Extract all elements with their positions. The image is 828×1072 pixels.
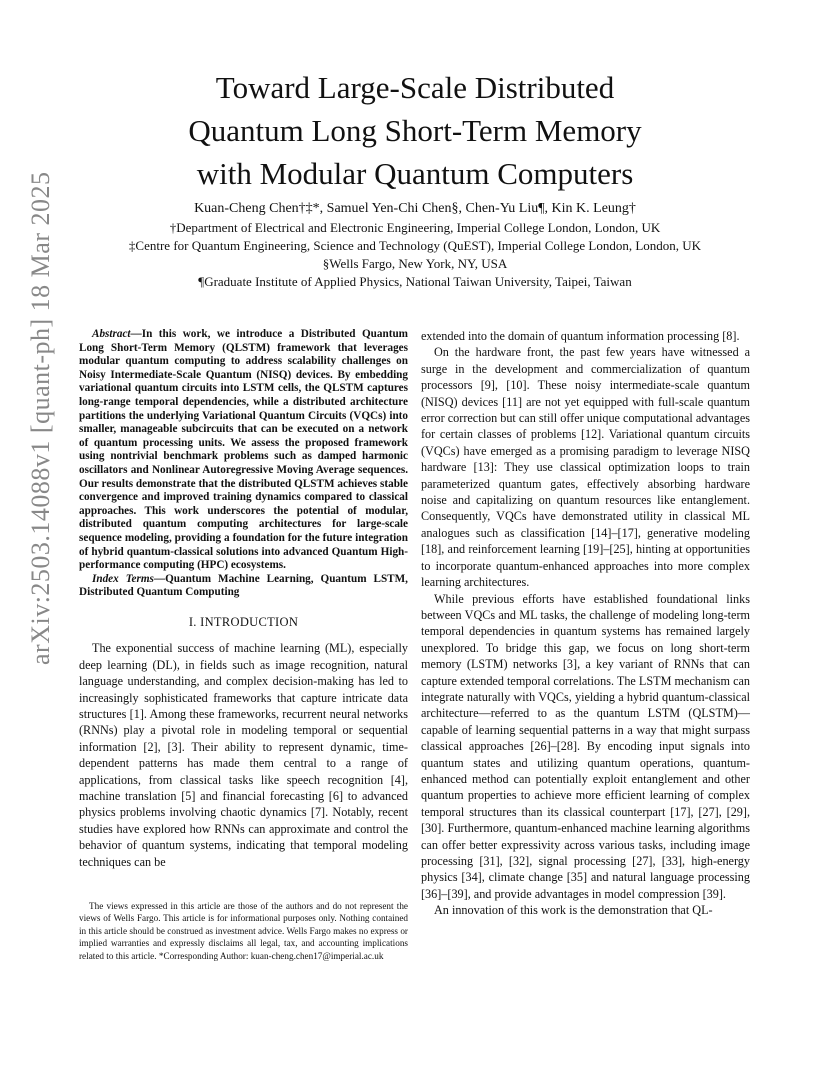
abstract: [79, 328, 408, 573]
title-line: Quantum Long Short-Term Memory: [188, 113, 642, 148]
index-terms-text: —Quantum Machine Learning, Quantum LSTM, Distributed Quantum Computing: [79, 572, 408, 599]
author-names: Kuan-Cheng Chen†‡*, Samuel Yen-Chi Chen§, Chen-Yu Liu¶, Kin K. Leung†: [194, 201, 636, 216]
left-column: [79, 328, 408, 870]
index-terms-lead: Index Terms: [92, 572, 154, 585]
title-line: with Modular Quantum Computers: [196, 156, 634, 191]
body-paragraph: The exponential success of machine learning (ML), especially deep learning (DL), in fields such as image recognition, natural language understanding, and complex decision-making has led to increasingly sophisticated frameworks that capture intricate data structures [1]. Among these frameworks, recurrent neural networks (RNNs) play a pivotal role in modeling temporal or sequential information [2], [3]. Their ability to represent dynamic, time-dependent patterns has made them central to a range of applications, from classical tasks like speech recognition [4], machine translation [5] and financial forecasting [6] to advanced physics problems involving chaotic dynamics [7]. Notably, recent studies have explored how RNNs can approximate and control the behavior of quantum systems, indicating that temporal modeling techniques can be: [79, 641, 408, 869]
footnote-text: The views expressed in this article are those of the authors and do not represent the views of Wells Fargo. This article is for informational purposes only. Nothing contained in this article should be construed as investment advice. Wells Fargo makes no express or implied warranties and expressly disclaims all legal, tax, and accounting implications related to this article. *Corresponding Author: kuan-cheng.chen17@imperial.ac.uk: [79, 901, 408, 961]
abstract-text: —In this work, we introduce a Distributed Quantum Long Short-Term Memory (QLSTM) framework that leverages modular quantum computing to address scalability challenges on Noisy Intermediate-Scale Quantum (NISQ) devices. By embedding variational quantum circuits into LSTM cells, the QLSTM captures long-range temporal dependencies, while a distributed architecture partitions the underlying Variational Quantum Circuits (VQCs) into smaller, manageable subcircuits that can be executed on a network of quantum processing units. We assess the proposed framework using nontrivial benchmark problems such as damped harmonic oscillators and Nonlinear Autoregressive Moving Average sequences. Our results demonstrate that the distributed QLSTM achieves stable convergence and improved training dynamics compared to classical approaches. This work underscores the potential of modular, distributed quantum computing architectures for large-scale sequence modeling, providing a foundation for the future integration of hybrid quantum-classical solutions into advanced Quantum High-performance computing (HPC) ecosystems.: [79, 328, 408, 572]
body-paragraph: An innovation of this work is the demonstration that QL-: [434, 903, 713, 918]
right-column: [421, 328, 750, 919]
affiliation: §Wells Fargo, New York, NY, USA: [322, 256, 508, 271]
affiliation: ‡Centre for Quantum Engineering, Science and Technology (QuEST), Imperial College London, London, UK: [128, 238, 702, 253]
abstract-lead: Abstract: [92, 328, 131, 340]
paper-title: [95, 66, 735, 195]
footnote: [79, 900, 408, 962]
affiliation: ¶Graduate Institute of Applied Physics, National Taiwan University, Taipei, Taiwan: [198, 274, 632, 289]
body-paragraph-continued: extended into the domain of quantum information processing [8].: [421, 329, 740, 343]
title-line: Toward Large-Scale Distributed: [215, 70, 615, 105]
body-paragraph: On the hardware front, the past few years have witnessed a surge in the development and commercialization of quantum processors [9], [10]. These noisy intermediate-scale quantum (NISQ) devices [11] are not yet equipped with full-scale quantum error correction but can still offer unique computational advantages for certain classes of problems [12]. Variational quantum circuits (VQCs) have emerged as a promising paradigm to leverage NISQ hardware [13]: They use classical optimization loops to train parameterized quantum gates, effectively absorbing hardware noise and capitalizing on quantum resources like entanglement. Consequently, VQCs have demonstrated utility in classical ML analogues such as classification [14]–[17], generative modeling [18], and reinforcement learning [19]–[25], hinting at opportunities to incorporate quantum-enhanced approaches into more complex learning architectures.: [421, 345, 750, 590]
arxiv-identifier: arXiv:2503.14088v1 [quant-ph] 18 Mar 2025: [26, 171, 55, 665]
section-heading: I. INTRODUCTION: [188, 614, 299, 629]
index-terms: [79, 573, 408, 600]
body-paragraph: While previous efforts have established foundational links between VQCs and ML tasks, the challenge of modeling long-term temporal dependencies in quantum systems has remained largely unexplored. To bridge this gap, we focus on long short-term memory (LSTM) networks [3], a key variant of RNNs that can capture extended temporal correlations. The LSTM mechanism can integrate naturally with VQCs, yielding a hybrid quantum-classical architecture—referred to as the quantum LSTM (QLSTM)—capable of learning sequential patterns in a way that might surpass classical approaches [26]–[28]. By encoding input signals into quantum states and utilizing quantum operations, quantum-enhanced method can potentially exploit entanglement and other quantum properties to achieve more efficient learning of complex temporal structures than its classical counterpart [17], [27], [29], [30]. Furthermore, quantum-enhanced machine learning algorithms can offer better expressivity across various tasks, including image processing [31], [32], signal processing [27], [33], high-energy physics [34], climate change [35] and natural language processing [36]–[39], and provide advantages in model compression [39].: [421, 591, 750, 901]
author-block: [95, 200, 735, 291]
affiliation: †Department of Electrical and Electronic Engineering, Imperial College London, London, UK: [169, 220, 661, 235]
